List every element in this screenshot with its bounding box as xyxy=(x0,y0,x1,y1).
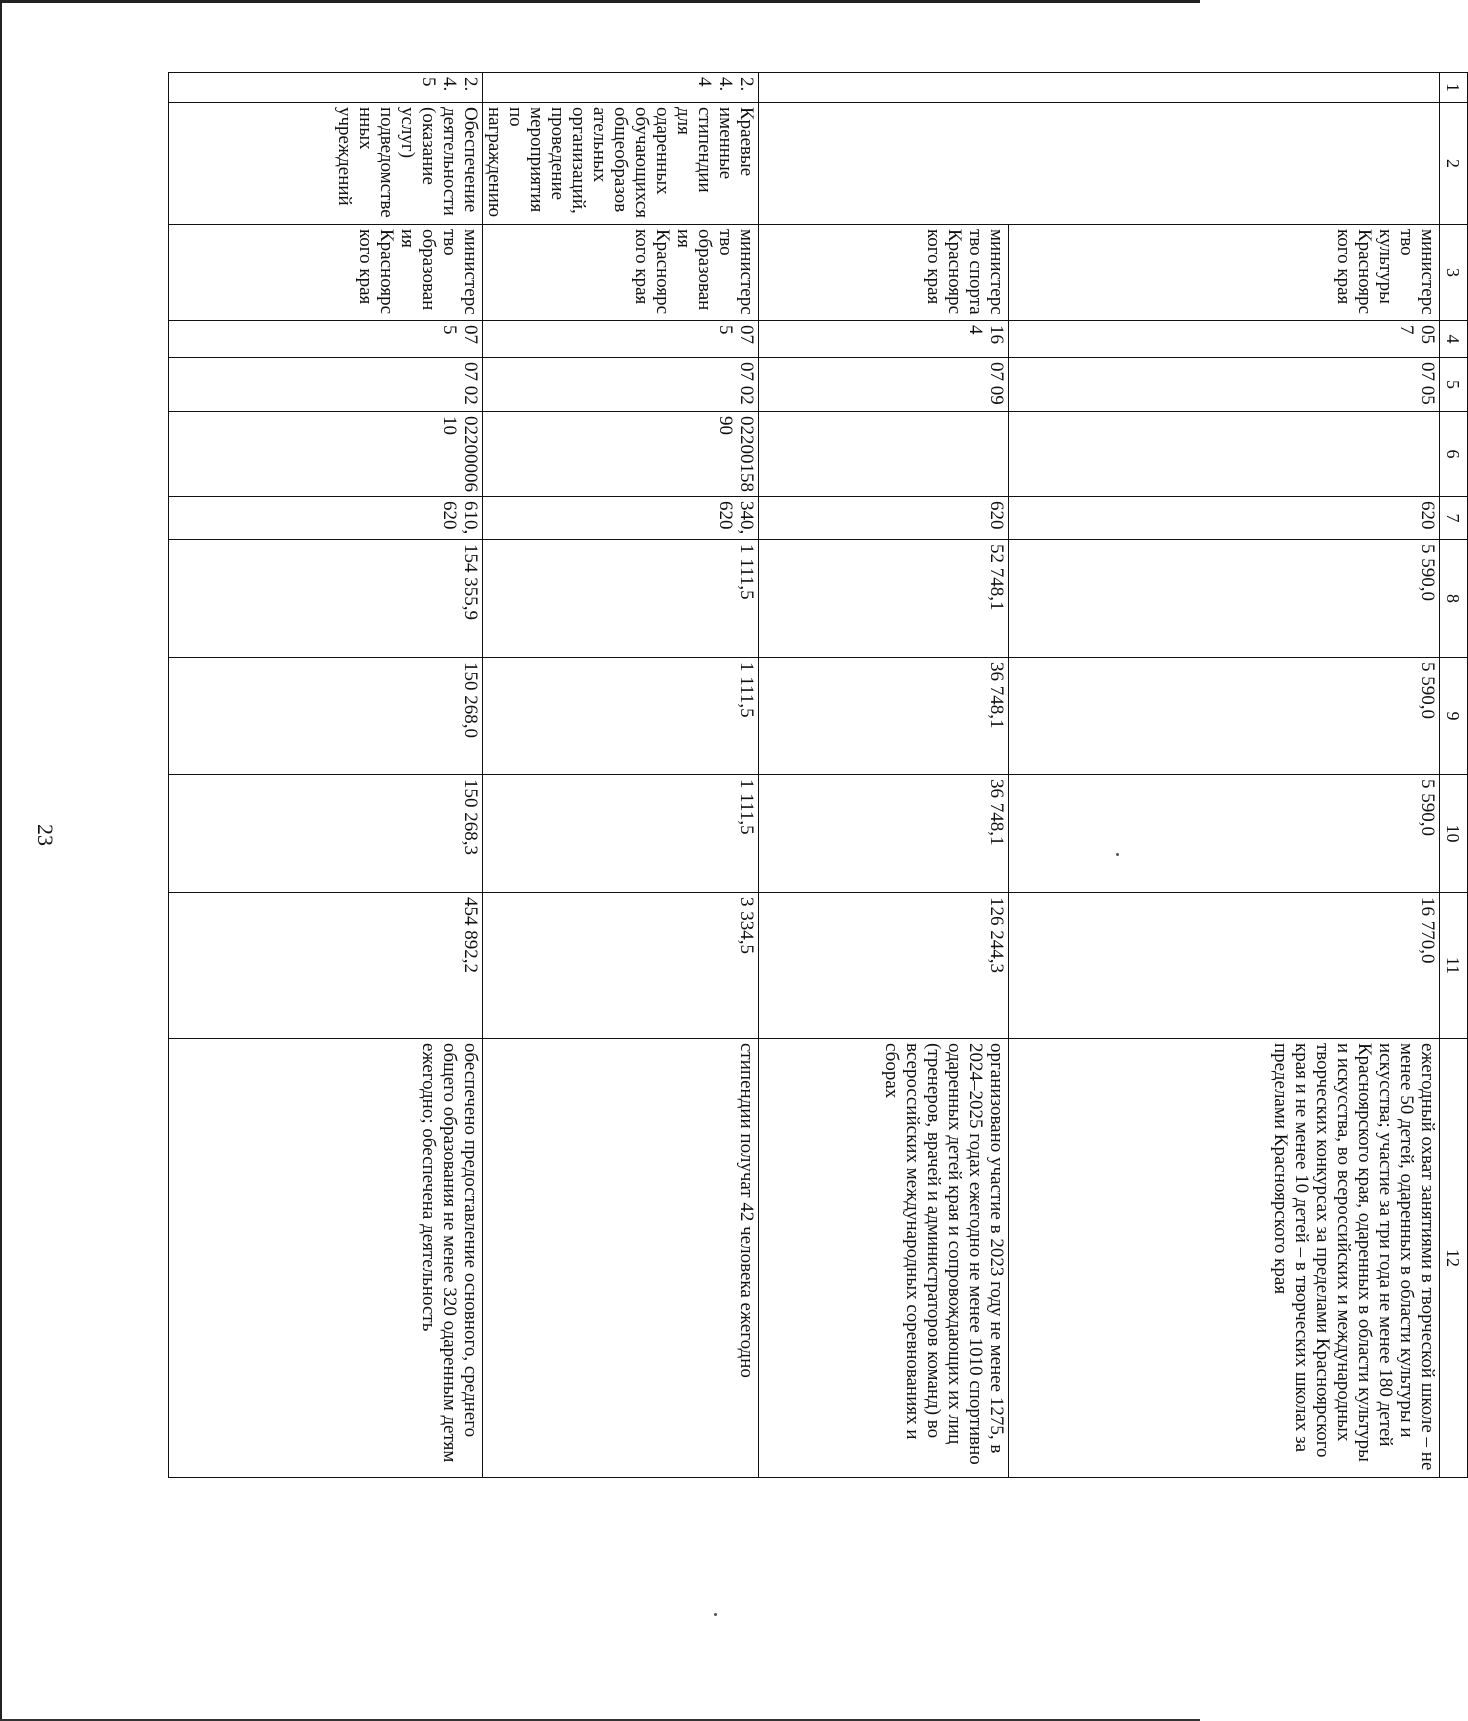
expected-result: организовано участие в 2023 году не менее 1275, в 2024–2025 годах ежегодно не менее 1010 спортивно одаренных детей края и сопровождающих их лиц (тренеров, врачей и администраторов команд) во всероссийских международных соревнованиях и сборах xyxy=(759,1039,1009,1478)
header-cell-10: 10 xyxy=(1440,775,1468,893)
amount-2023: 52 748,1 xyxy=(759,540,1009,658)
amount-2024: 150 268,0 xyxy=(169,658,483,775)
executor: министерство спорта Красноярского края xyxy=(759,225,1009,321)
rzpr-code: 07 09 xyxy=(759,358,1009,412)
csr-code: 0220015890 xyxy=(483,412,759,497)
header-cell-8: 8 xyxy=(1440,540,1468,658)
header-cell-1: 1 xyxy=(1440,73,1468,103)
scan-speck xyxy=(714,1613,717,1616)
amount-2024: 5 590,0 xyxy=(1009,658,1440,775)
grbs-code: 057 xyxy=(1009,321,1440,358)
row-number: 2.4.5 xyxy=(169,73,483,103)
header-cell-12: 12 xyxy=(1440,1039,1468,1478)
csr-code xyxy=(759,412,1009,497)
grbs-code: 164 xyxy=(759,321,1009,358)
header-row xyxy=(1440,73,1468,1478)
measure-name: Обеспечение деятельности (оказание услуг) подведомственных учреждений xyxy=(169,103,483,225)
amount-2024: 1 111,5 xyxy=(483,658,759,775)
header-cell-3: 3 xyxy=(1440,225,1468,321)
csr-code xyxy=(1009,412,1440,497)
header-cell-2: 2 xyxy=(1440,103,1468,225)
measure-name xyxy=(759,103,1440,225)
page-number: 23 xyxy=(33,824,58,846)
measure-name: Краевые именные стипендии для одаренных обучающихся общеобразовательных организаций, проведение мероприятия по награждению xyxy=(483,103,759,225)
amount-2025: 36 748,1 xyxy=(759,775,1009,893)
expected-result: ежегодный охват занятиями в творческой школе – не менее 50 детей, одаренных в области культуры и искусства; участие за три года не менее 180 детей Красноярского края, одаренных в области культуры и искусства, во всероссийских и международных творческих конкурсах за пределами Красноярского края и не менее 10 детей – в творческих школах за пределами Красноярского края xyxy=(1009,1039,1440,1478)
table-row xyxy=(759,73,1009,1478)
amount-total: 16 770,0 xyxy=(1009,893,1440,1039)
rotated-table-wrapper xyxy=(168,72,1468,1477)
row-number xyxy=(759,73,1440,103)
grbs-code: 075 xyxy=(169,321,483,358)
budget-table xyxy=(168,72,1468,1478)
expected-result: обеспечено предоставление основного, среднего общего образования не менее 320 одаренным детям ежегодно; обеспечена деятельность xyxy=(169,1039,483,1478)
header-cell-5: 5 xyxy=(1440,358,1468,412)
executor: министерство образования Красноярского края xyxy=(169,225,483,321)
header-cell-9: 9 xyxy=(1440,658,1468,775)
header-cell-11: 11 xyxy=(1440,893,1468,1039)
row-number: 2.4.4 xyxy=(483,73,759,103)
table-row xyxy=(169,73,483,1478)
table-row xyxy=(1009,73,1440,1478)
amount-2025: 150 268,3 xyxy=(169,775,483,893)
vr-code: 340, 620 xyxy=(483,497,759,540)
csr-code: 0220000610 xyxy=(169,412,483,497)
grbs-code: 075 xyxy=(483,321,759,358)
amount-2024: 36 748,1 xyxy=(759,658,1009,775)
vr-code: 610, 620 xyxy=(169,497,483,540)
amount-2025: 1 111,5 xyxy=(483,775,759,893)
header-cell-6: 6 xyxy=(1440,412,1468,497)
amount-2023: 154 355,9 xyxy=(169,540,483,658)
amount-2023: 5 590,0 xyxy=(1009,540,1440,658)
table-row xyxy=(483,73,759,1478)
executor: министерство образования Красноярского края xyxy=(483,225,759,321)
rzpr-code: 07 02 xyxy=(169,358,483,412)
expected-result: стипендии получат 42 человека ежегодно xyxy=(483,1039,759,1478)
amount-total: 3 334,5 xyxy=(483,893,759,1039)
header-cell-4: 4 xyxy=(1440,321,1468,358)
amount-2025: 5 590,0 xyxy=(1009,775,1440,893)
amount-total: 454 892,2 xyxy=(169,893,483,1039)
vr-code: 620 xyxy=(1009,497,1440,540)
amount-2023: 1 111,5 xyxy=(483,540,759,658)
scan-edge-left xyxy=(0,0,2,1721)
vr-code: 620 xyxy=(759,497,1009,540)
scan-edge-top xyxy=(0,0,1200,3)
rzpr-code: 07 02 xyxy=(483,358,759,412)
amount-total: 126 244,3 xyxy=(759,893,1009,1039)
rzpr-code: 07 05 xyxy=(1009,358,1440,412)
executor: министерство культуры Красноярского края xyxy=(1009,225,1440,321)
header-cell-7: 7 xyxy=(1440,497,1468,540)
scan-speck xyxy=(1116,853,1119,856)
